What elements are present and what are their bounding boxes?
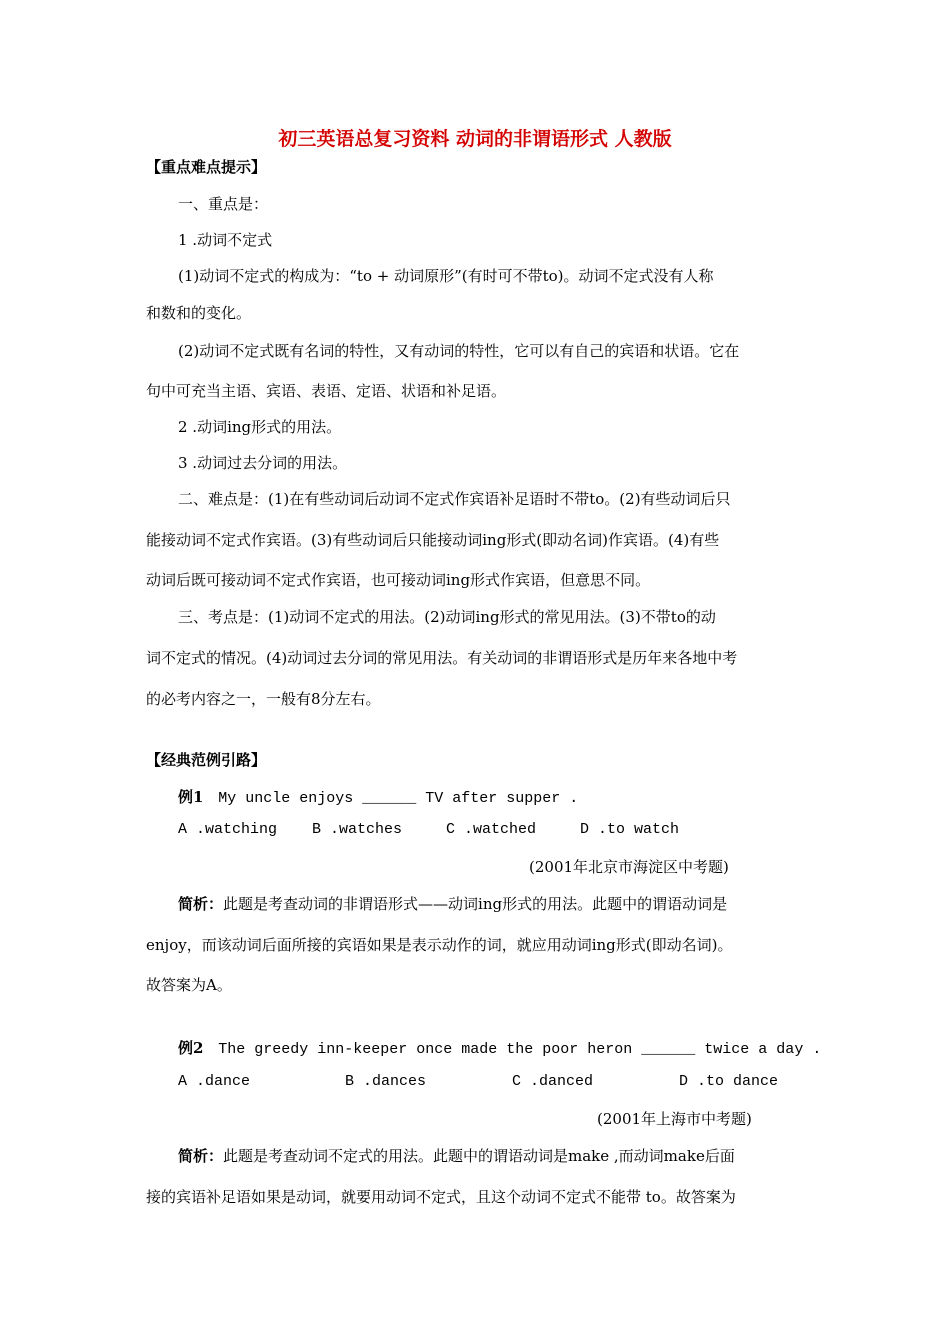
- paragraph: 能接动词不定式作宾语。(3)有些动词后只能接动词ing形式(即动名词)作宾语。(4)有些: [146, 531, 720, 549]
- option-a: A .watching: [178, 821, 278, 838]
- paragraph: 1 .动词不定式: [178, 231, 273, 249]
- analysis-text: 此题是考查动词不定式的用法。此题中的谓语动词是make ,而动词make后面: [223, 1147, 735, 1165]
- example-label: 例2: [178, 1039, 204, 1057]
- question-text: My uncle enjoys ______ TV after supper .: [218, 790, 579, 807]
- key-points-heading: 【重点难点提示】: [146, 158, 267, 176]
- example-2-options: [178, 1073, 778, 1090]
- document-title: 初三英语总复习资料 动词的非谓语形式 人教版: [278, 128, 672, 150]
- analysis-text: 接的宾语补足语如果是动词，就要用动词不定式，且这个动词不定式不能带 to。故答案为: [146, 1188, 736, 1206]
- option-c: C .watched: [446, 821, 537, 838]
- paragraph: 的必考内容之一，一般有8分左右。: [146, 690, 381, 708]
- key-points-label: 一、重点是：: [178, 195, 269, 213]
- option-d: D .to dance: [679, 1073, 779, 1090]
- example-1-options: [178, 821, 679, 838]
- option-a: A .dance: [178, 1073, 251, 1090]
- question-source: (2001年上海市中考题): [597, 1110, 752, 1128]
- paragraph: 和数和的变化。: [146, 304, 252, 322]
- option-b: B .dances: [345, 1073, 427, 1090]
- question-text: The greedy inn-keeper once made the poor heron ______ twice a day .: [218, 1041, 822, 1058]
- paragraph: 3 .动词过去分词的用法。: [178, 454, 348, 472]
- question-source: (2001年北京市海淀区中考题): [529, 858, 729, 876]
- option-b: B .watches: [312, 821, 403, 838]
- analysis-label: 简析：: [178, 895, 224, 913]
- analysis-line: [178, 1145, 735, 1166]
- paragraph: 2 .动词ing形式的用法。: [178, 418, 342, 436]
- paragraph: (1)动词不定式的构成为：“to + 动词原形”(有时可不带to)。动词不定式没有人称: [178, 267, 714, 285]
- paragraph: 句中可充当主语、宾语、表语、定语、状语和补足语。: [146, 382, 507, 400]
- example-1-question-line: [178, 786, 578, 807]
- example-label: 例1: [178, 788, 204, 806]
- analysis-label: 简析：: [178, 1147, 224, 1165]
- examples-heading: 【经典范例引路】: [146, 751, 267, 769]
- option-c: C .danced: [512, 1073, 594, 1090]
- paragraph: (2)动词不定式既有名词的特性，又有动词的特性，它可以有自己的宾语和状语。它在: [178, 342, 740, 360]
- analysis-line: [178, 893, 727, 914]
- option-d: D .to watch: [580, 821, 680, 838]
- analysis-text: 故答案为A。: [146, 976, 232, 994]
- example-2-question-line: [178, 1037, 821, 1058]
- paragraph: 词不定式的情况。(4)动词过去分词的常见用法。有关动词的非谓语形式是历年来各地中考: [146, 649, 738, 667]
- paragraph: 二、难点是：(1)在有些动词后动词不定式作宾语补足语时不带to。(2)有些动词后只: [178, 490, 731, 508]
- paragraph: 三、考点是：(1)动词不定式的用法。(2)动词ing形式的常见用法。(3)不带to的动: [178, 608, 716, 626]
- analysis-text: enjoy，而该动词后面所接的宾语如果是表示动作的词，就应用动词ing形式(即动名词)。: [146, 936, 733, 954]
- analysis-text: 此题是考查动词的非谓语形式——动词ing形式的用法。此题中的谓语动词是: [223, 895, 728, 913]
- paragraph: 动词后既可接动词不定式作宾语，也可接动词ing形式作宾语，但意思不同。: [146, 571, 651, 589]
